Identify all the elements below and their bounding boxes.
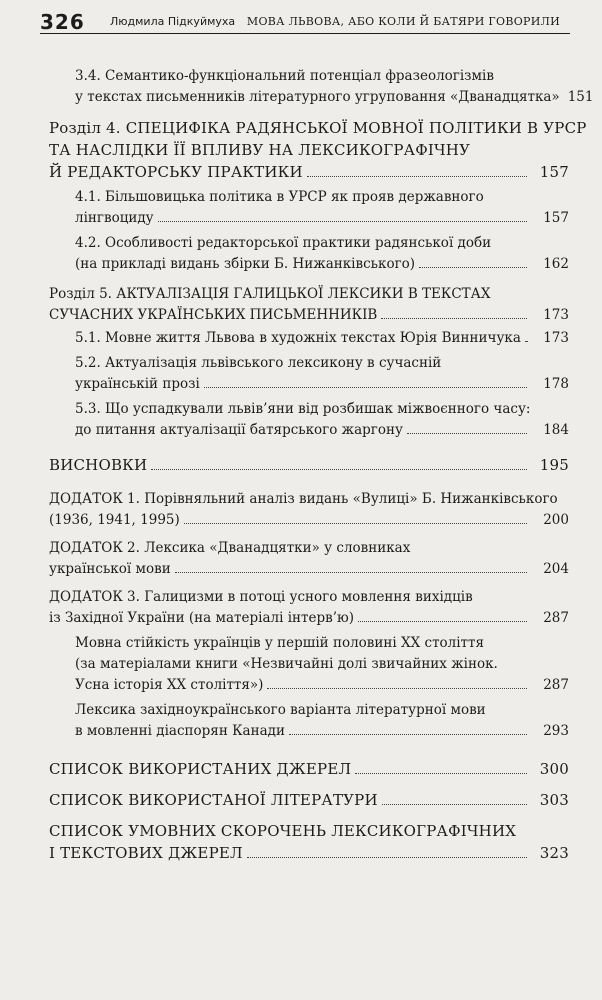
toc-line	[75, 675, 569, 696]
toc-entry-text: Й РЕДАКТОРСЬКУ ПРАКТИКИ	[49, 163, 303, 181]
toc-line	[49, 758, 569, 780]
toc-page-number: 173	[543, 307, 569, 323]
toc-line	[49, 161, 569, 183]
toc-line	[75, 353, 569, 374]
toc-entry	[49, 353, 569, 395]
toc-entry-text: Розділ 4. СПЕЦИФІКА РАДЯНСЬКОЇ МОВНОЇ ПОЛІТИКИ В УРСР	[49, 119, 587, 137]
book-title: МОВА ЛЬВОВА, АБО КОЛИ Й БАТЯРИ ГОВОРИЛИ	[246, 15, 560, 28]
toc-entry	[49, 700, 569, 742]
toc-page-number: 293	[543, 723, 569, 739]
toc-page-number: 157	[543, 210, 569, 226]
page-number: 326	[40, 10, 85, 34]
toc-entry-text: (1936, 1941, 1995)	[49, 512, 180, 528]
toc-line	[49, 139, 569, 161]
toc-entry-text: із Західної України (на матеріалі інтерв’ю)	[49, 610, 355, 626]
toc-page-number: 287	[543, 677, 569, 693]
dot-leader	[419, 256, 527, 268]
toc-line	[75, 87, 594, 108]
toc-line	[49, 117, 587, 139]
toc-entry-text: 4.2. Особливості редакторської практики радянської доби	[75, 235, 492, 251]
toc-entry-text: СПИСОК ВИКОРИСТАНОЇ ЛІТЕРАТУРИ	[49, 791, 378, 809]
toc-entry-text: І ТЕКСТОВИХ ДЖЕРЕЛ	[49, 844, 243, 862]
toc-entry-text: 5.2. Актуалізація львівського лексикону в сучасній	[75, 355, 442, 371]
toc-line	[49, 842, 569, 864]
toc-line	[49, 608, 569, 629]
toc-entry-text: у текстах письменників літературного угруповання «Дванадцятка»	[75, 89, 560, 105]
toc-line	[49, 454, 569, 476]
toc-line	[75, 721, 569, 742]
toc-line	[75, 254, 569, 275]
dot-leader	[355, 762, 527, 774]
toc-entry-text: української мови	[49, 561, 171, 577]
toc-entry-text: (за матеріалами книги «Незвичайні долі звичайних жінок.	[75, 656, 498, 672]
toc-page-number: 300	[539, 760, 569, 778]
toc-entry-text: ВИСНОВКИ	[49, 456, 148, 474]
toc-entry-text: українській прозі	[75, 376, 200, 392]
toc-entry-text: Мовна стійкість українців у першій половині ХХ століття	[75, 635, 485, 651]
running-header	[40, 10, 570, 42]
toc-entry-text: ДОДАТОК 1. Порівняльний аналіз видань «Вулиці» Б. Нижанківського	[49, 491, 558, 507]
toc-line	[49, 820, 569, 842]
toc-entry	[49, 233, 569, 275]
toc-entry-text: ДОДАТОК 2. Лексика «Дванадцятки» у словниках	[49, 540, 411, 556]
toc-page-number: 162	[543, 256, 569, 272]
toc-entry-text: 5.3. Що успадкували львів’яни від розбишак міжвоєнного часу:	[75, 401, 531, 417]
toc-line	[49, 489, 569, 510]
toc-page-number: 184	[543, 422, 569, 438]
dot-leader	[307, 165, 527, 177]
toc-line	[49, 559, 569, 580]
toc-entry	[49, 489, 569, 531]
dot-leader	[382, 793, 527, 805]
toc-entry-text: лінгвоциду	[75, 210, 154, 226]
toc-page-number: 151	[567, 89, 594, 105]
toc-line	[75, 233, 569, 254]
toc-entry	[49, 454, 569, 476]
toc-page-number: 323	[539, 844, 569, 862]
toc-line	[75, 654, 569, 675]
toc-line	[75, 328, 569, 349]
toc-line	[75, 187, 569, 208]
toc-line	[75, 420, 569, 441]
dot-leader	[525, 330, 527, 342]
toc-entry	[49, 66, 594, 108]
toc-line	[75, 399, 569, 420]
table-of-contents	[49, 62, 594, 864]
toc-entry	[49, 538, 569, 580]
toc-entry	[49, 187, 569, 229]
toc-entry-text: в мовленні діаспорян Канади	[75, 723, 285, 739]
toc-entry-text: (на прикладі видань збірки Б. Нижанківського)	[75, 256, 416, 272]
toc-line	[75, 633, 569, 654]
toc-page-number: 303	[539, 791, 569, 809]
toc-entry-text: 3.4. Семантико-функціональний потенціал фразеологізмів	[75, 68, 494, 84]
toc-line	[75, 208, 569, 229]
dot-leader	[151, 458, 527, 470]
toc-entry-text: Усна історія ХХ століття»)	[75, 677, 264, 693]
toc-entry-text: Розділ 5. АКТУАЛІЗАЦІЯ ГАЛИЦЬКОЇ ЛЕКСИКИ В ТЕКСТАХ	[49, 286, 491, 302]
toc-entry	[49, 789, 569, 811]
dot-leader	[289, 723, 527, 735]
toc-line	[49, 538, 569, 559]
toc-entry	[49, 117, 587, 183]
toc-entry-text: 4.1. Більшовицька політика в УРСР як прояв державного	[75, 189, 484, 205]
dot-leader	[175, 561, 527, 573]
toc-page-number: 173	[543, 330, 569, 346]
dot-leader	[204, 376, 527, 388]
toc-page-number: 195	[539, 456, 569, 474]
toc-entry	[49, 633, 569, 696]
dot-leader	[184, 512, 527, 524]
toc-entry	[49, 820, 569, 864]
header-divider	[40, 33, 570, 34]
toc-entry-text: СУЧАСНИХ УКРАЇНСЬКИХ ПИСЬМЕННИКІВ	[49, 307, 378, 323]
toc-entry-text: ДОДАТОК 3. Галицизми в потоці усного мовлення вихідців	[49, 589, 473, 605]
toc-entry-text: СПИСОК ВИКОРИСТАНИХ ДЖЕРЕЛ	[49, 760, 352, 778]
toc-page-number: 157	[539, 163, 569, 181]
dot-leader	[407, 422, 527, 434]
toc-line	[49, 510, 569, 531]
toc-page-number: 200	[543, 512, 569, 528]
toc-entry-text: Лексика західноукраїнського варіанта літературної мови	[75, 702, 486, 718]
toc-line	[75, 374, 569, 395]
toc-entry-text: ТА НАСЛІДКИ ЇЇ ВПЛИВУ НА ЛЕКСИКОГРАФІЧНУ	[49, 141, 471, 159]
dot-leader	[158, 210, 527, 222]
toc-page-number: 178	[543, 376, 569, 392]
toc-entry-text: до питання актуалізації батярського жаргону	[75, 422, 403, 438]
toc-line	[49, 587, 569, 608]
toc-entry	[49, 284, 569, 326]
author-name: Людмила Підкуймуха	[110, 15, 236, 28]
toc-entry-text: СПИСОК УМОВНИХ СКОРОЧЕНЬ ЛЕКСИКОГРАФІЧНИХ	[49, 822, 517, 840]
dot-leader	[267, 677, 527, 689]
toc-line	[49, 305, 569, 326]
toc-entry	[49, 758, 569, 780]
toc-line	[75, 66, 569, 87]
toc-entry	[49, 399, 569, 441]
toc-page-number: 287	[543, 610, 569, 626]
toc-entry	[49, 587, 569, 629]
dot-leader	[358, 610, 527, 622]
toc-entry	[49, 328, 569, 349]
toc-line	[75, 700, 569, 721]
dot-leader	[381, 307, 527, 319]
toc-page-number: 204	[543, 561, 569, 577]
toc-line	[49, 789, 569, 811]
dot-leader	[247, 846, 527, 858]
toc-entry-text: 5.1. Мовне життя Львова в художніх текстах Юрія Винничука	[75, 330, 521, 346]
toc-line	[49, 284, 569, 305]
